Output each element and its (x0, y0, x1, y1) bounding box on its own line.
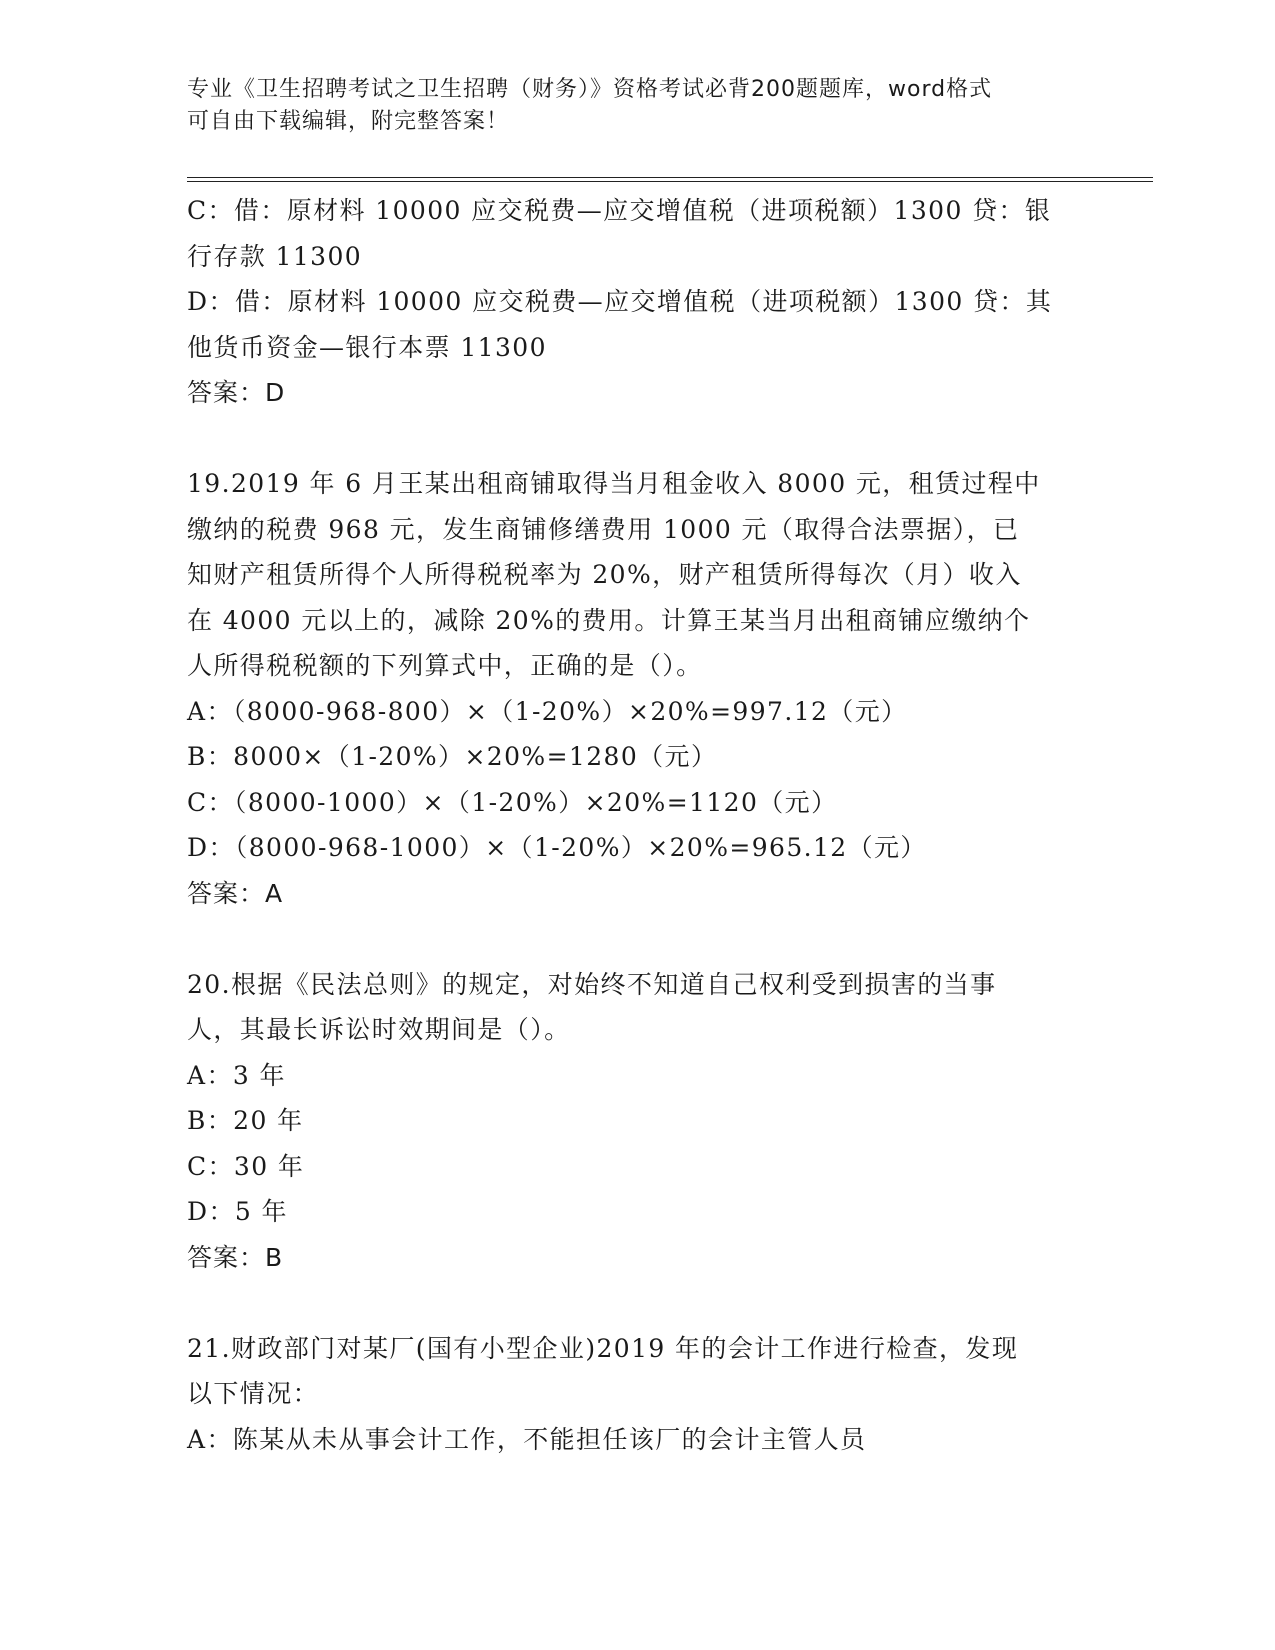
answer-18: 答案：D (187, 378, 286, 407)
header-divider-top (187, 177, 1153, 178)
question-20-stem-2: 人，其最长诉讼时效期间是（）。 (187, 1015, 571, 1044)
question-19-stem-4: 在 4000 元以上的，减除 20%的费用。计算王某当月出租商铺应缴纳个 (187, 605, 1031, 635)
question-19-stem-3: 知财产租赁所得个人所得税税率为 20%，财产租赁所得每次（月）收入 (187, 560, 1022, 589)
document-body (187, 188, 1087, 1462)
question-19-stem-2: 缴纳的税费 968 元，发生商铺修缮费用 1000 元（取得合法票据），已 (187, 514, 1020, 544)
question-19 (187, 461, 1087, 916)
answer-20: 答案：B (187, 1242, 284, 1272)
question-21 (187, 1326, 1087, 1463)
header-line-1: 专业《卫生招聘考试之卫生招聘（财务）》资格考试必背200题题库，word格式 (187, 77, 993, 102)
header-divider-bottom (187, 181, 1153, 182)
question-20-option-b: B：20 年 (187, 1106, 304, 1135)
spacer (187, 1280, 1087, 1326)
question-20-option-d: D：5 年 (187, 1197, 288, 1226)
question-18-continued (187, 188, 1087, 416)
question-19-option-d: D：（8000-968-1000）×（1-20%）×20%=965.12（元） (187, 833, 927, 862)
option-d-line-1: D：借：原材料 10000 应交税费—应交增值税（进项税额）1300 贷：其 (187, 287, 1053, 316)
question-20 (187, 962, 1087, 1281)
option-c-line-1: C：借：原材料 10000 应交税费—应交增值税（进项税额）1300 贷：银 (187, 196, 1052, 225)
question-20-stem-1: 20.根据《民法总则》的规定，对始终不知道自己权利受到损害的当事 (187, 969, 997, 999)
question-20-option-a: A：3 年 (187, 1060, 286, 1090)
spacer (187, 916, 1087, 962)
header-line-2: 可自由下载编辑，附完整答案！ (187, 109, 510, 134)
question-19-stem-1: 19.2019 年 6 月王某出租商铺取得当月租金收入 8000 元，租赁过程中 (187, 469, 1041, 498)
question-19-option-b: B：8000×（1-20%）×20%=1280（元） (187, 742, 718, 771)
option-c-line-2: 行存款 11300 (187, 241, 363, 271)
question-19-stem-5: 人所得税税额的下列算式中，正确的是（）。 (187, 651, 703, 680)
question-21-stem-2: 以下情况： (187, 1379, 320, 1408)
spacer (187, 416, 1087, 462)
question-21-option-a: A：陈某从未从事会计工作，不能担任该厂的会计主管人员 (187, 1424, 867, 1454)
page-header (187, 74, 1087, 138)
option-d-line-2: 他货币资金—银行本票 11300 (187, 332, 547, 362)
question-21-stem-1: 21.财政部门对某厂(国有小型企业)2019 年的会计工作进行检查，发现 (187, 1333, 1019, 1363)
question-19-option-c: C：（8000-1000）×（1-20%）×20%=1120（元） (187, 787, 838, 817)
question-20-option-c: C：30 年 (187, 1151, 305, 1181)
question-19-option-a: A：（8000-968-800）×（1-20%）×20%=997.12（元） (187, 696, 908, 726)
answer-19: 答案：A (187, 878, 284, 908)
